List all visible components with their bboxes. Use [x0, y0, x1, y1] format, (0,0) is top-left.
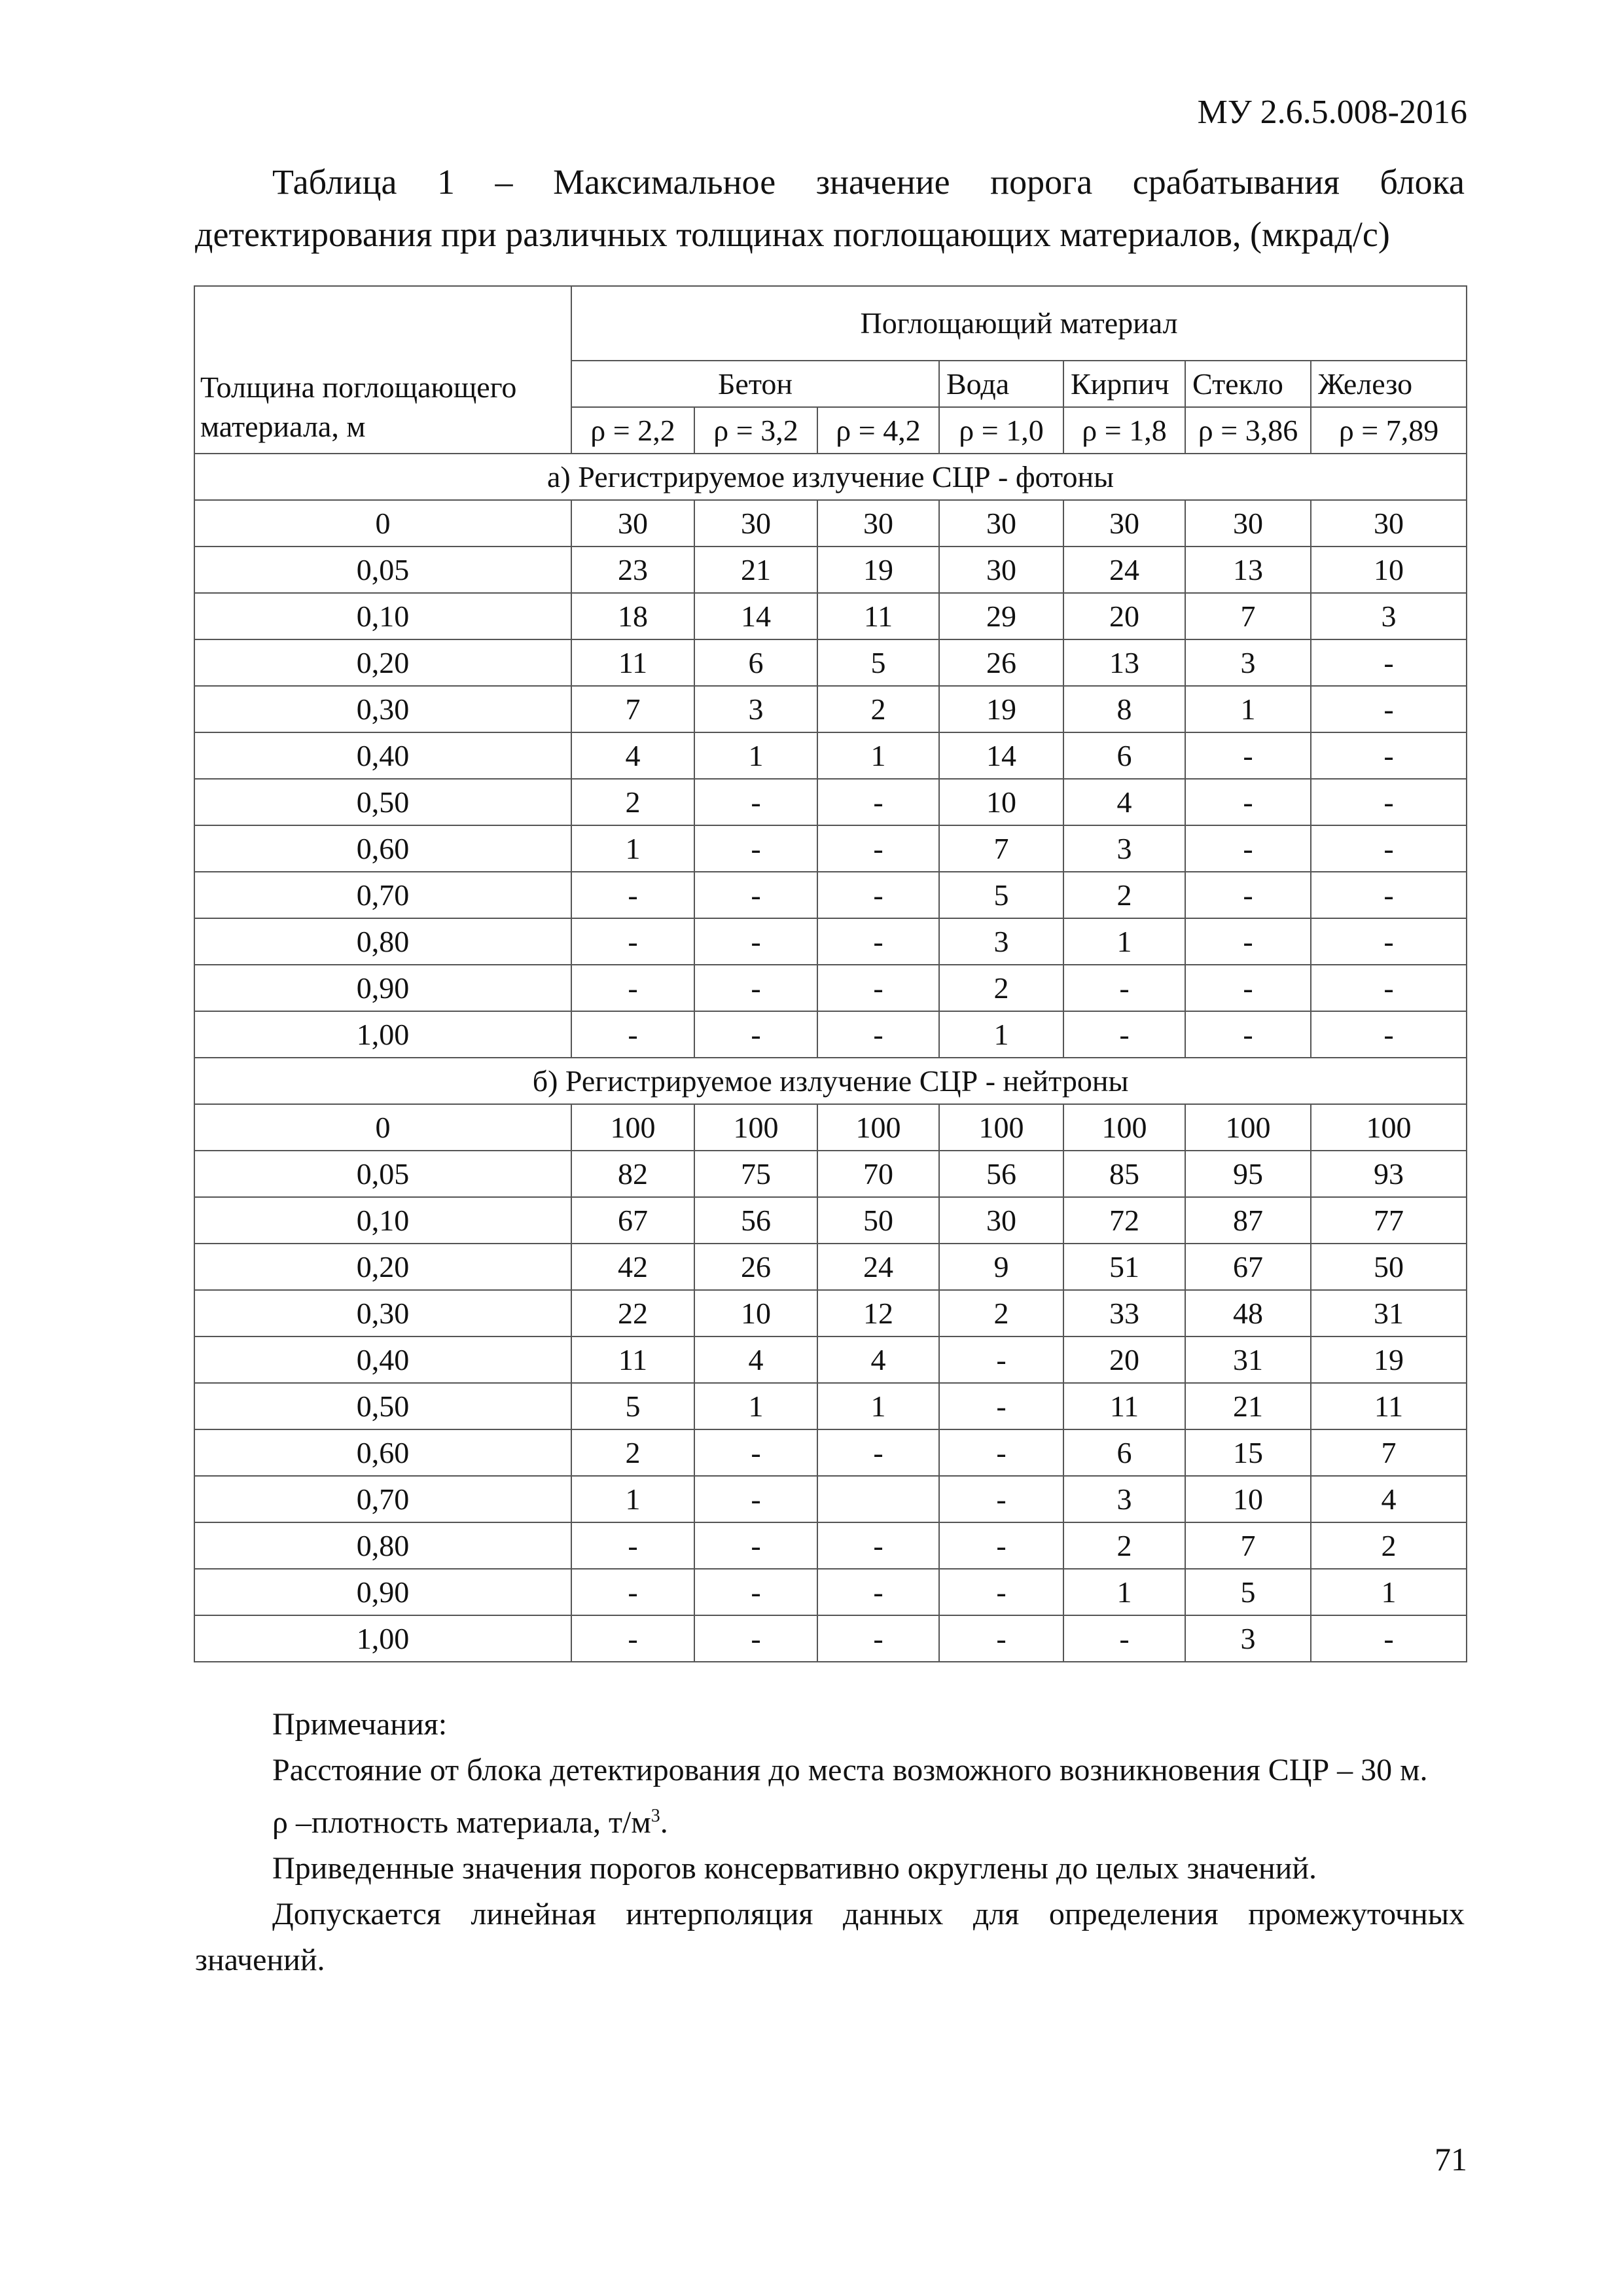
note-density-end: .	[660, 1805, 668, 1840]
value-cell: 6	[1063, 732, 1185, 779]
value-cell: -	[1311, 779, 1467, 825]
value-cell: 70	[817, 1151, 939, 1197]
value-cell: 11	[571, 1336, 694, 1383]
value-cell: 19	[1311, 1336, 1467, 1383]
thickness-cell: 0,20	[194, 639, 571, 686]
value-cell: 30	[1185, 500, 1311, 547]
value-cell: -	[694, 1011, 817, 1058]
thickness-cell: 0,60	[194, 1429, 571, 1476]
value-cell: 21	[1185, 1383, 1311, 1429]
table-row	[194, 779, 1467, 825]
density-cell: ρ = 4,2	[817, 407, 939, 454]
table-row	[194, 1197, 1467, 1244]
thickness-cell: 0	[194, 1104, 571, 1151]
value-cell: -	[694, 825, 817, 872]
value-cell: 85	[1063, 1151, 1185, 1197]
value-cell: 1	[1063, 918, 1185, 965]
value-cell: 3	[939, 918, 1063, 965]
value-cell: 1	[817, 732, 939, 779]
value-cell: 10	[939, 779, 1063, 825]
note-rounding: Приведенные значения порогов консервативно округлены до целых значений.	[272, 1851, 1317, 1886]
value-cell: 30	[939, 1197, 1063, 1244]
table-caption: Таблица 1 – Максимальное значение порога срабатывания блока детектирования при различных толщинах поглощающих материалов, (мкрад/с)	[195, 162, 1465, 254]
value-cell: -	[817, 918, 939, 965]
value-cell: 2	[571, 1429, 694, 1476]
value-cell: 100	[694, 1104, 817, 1151]
table-row	[194, 1476, 1467, 1522]
value-cell: 6	[694, 639, 817, 686]
material-water: Вода	[939, 361, 1063, 407]
value-cell: 1	[1063, 1569, 1185, 1615]
value-cell: 30	[571, 500, 694, 547]
value-cell: 2	[939, 965, 1063, 1011]
value-cell: 12	[817, 1290, 939, 1336]
value-cell: -	[939, 1383, 1063, 1429]
table-row	[194, 593, 1467, 639]
value-cell: 67	[1185, 1244, 1311, 1290]
value-cell: 1	[694, 1383, 817, 1429]
density-cell: ρ = 2,2	[571, 407, 694, 454]
value-cell: -	[1185, 732, 1311, 779]
value-cell: 11	[571, 639, 694, 686]
value-cell: 3	[1063, 825, 1185, 872]
table-row	[194, 1290, 1467, 1336]
value-cell: -	[817, 1522, 939, 1569]
value-cell: 21	[694, 547, 817, 593]
value-cell: -	[571, 1615, 694, 1662]
value-cell: 50	[817, 1197, 939, 1244]
value-cell: 7	[939, 825, 1063, 872]
value-cell: 1	[939, 1011, 1063, 1058]
thickness-cell: 0,30	[194, 686, 571, 732]
value-cell: -	[1185, 779, 1311, 825]
value-cell: 7	[1185, 593, 1311, 639]
value-cell: 1	[571, 825, 694, 872]
value-cell: 67	[571, 1197, 694, 1244]
thickness-cell: 0,05	[194, 547, 571, 593]
value-cell: -	[1185, 965, 1311, 1011]
note-distance: Расстояние от блока детектирования до места возможного возникновения СЦР – 30 м.	[272, 1753, 1428, 1787]
thickness-cell: 1,00	[194, 1011, 571, 1058]
table-row	[194, 547, 1467, 593]
value-cell: 30	[817, 500, 939, 547]
value-cell: -	[1311, 639, 1467, 686]
table-row	[194, 825, 1467, 872]
value-cell: 18	[571, 593, 694, 639]
value-cell: -	[1311, 732, 1467, 779]
thickness-cell: 0,70	[194, 1476, 571, 1522]
value-cell: 26	[939, 639, 1063, 686]
value-cell: 31	[1311, 1290, 1467, 1336]
value-cell: 3	[1185, 1615, 1311, 1662]
value-cell: 100	[1311, 1104, 1467, 1151]
value-cell: -	[939, 1429, 1063, 1476]
value-cell: -	[1185, 918, 1311, 965]
thickness-cell: 0,80	[194, 1522, 571, 1569]
value-cell: 7	[1185, 1522, 1311, 1569]
value-cell: 50	[1311, 1244, 1467, 1290]
thickness-cell: 0,60	[194, 825, 571, 872]
value-cell: 24	[817, 1244, 939, 1290]
density-cell: ρ = 1,8	[1063, 407, 1185, 454]
value-cell: 95	[1185, 1151, 1311, 1197]
value-cell: 11	[1311, 1383, 1467, 1429]
value-cell: 1	[1185, 686, 1311, 732]
value-cell: 5	[1185, 1569, 1311, 1615]
value-cell: -	[694, 1429, 817, 1476]
value-cell: 33	[1063, 1290, 1185, 1336]
value-cell: -	[694, 872, 817, 918]
thickness-cell: 0,30	[194, 1290, 571, 1336]
table-row	[194, 918, 1467, 965]
value-cell: -	[1063, 1615, 1185, 1662]
section-b-row	[194, 1058, 1467, 1104]
value-cell: 24	[1063, 547, 1185, 593]
table-row	[194, 1615, 1467, 1662]
thickness-cell: 0,10	[194, 593, 571, 639]
value-cell: 93	[1311, 1151, 1467, 1197]
value-cell: 10	[1311, 547, 1467, 593]
value-cell: -	[694, 1615, 817, 1662]
value-cell: -	[571, 918, 694, 965]
material-header: Поглощающий материал	[571, 286, 1467, 361]
value-cell: -	[939, 1336, 1063, 1383]
value-cell: -	[1063, 1011, 1185, 1058]
density-cell: ρ = 1,0	[939, 407, 1063, 454]
table-row	[194, 1336, 1467, 1383]
value-cell: -	[694, 779, 817, 825]
note-interpolation: Допускается линейная интерполяция данных для определения промежуточных значений.	[195, 1897, 1465, 1977]
value-cell: 1	[1311, 1569, 1467, 1615]
value-cell: 42	[571, 1244, 694, 1290]
value-cell: -	[817, 872, 939, 918]
notes-block	[195, 1702, 1465, 1983]
thickness-header: Толщина поглощающего материала, м	[194, 286, 571, 454]
value-cell: 13	[1185, 547, 1311, 593]
value-cell: 5	[571, 1383, 694, 1429]
value-cell: -	[1311, 686, 1467, 732]
value-cell: 3	[1063, 1476, 1185, 1522]
value-cell: 11	[817, 593, 939, 639]
value-cell: 4	[1063, 779, 1185, 825]
value-cell: 19	[817, 547, 939, 593]
thickness-cell: 0	[194, 500, 571, 547]
value-cell: -	[694, 1522, 817, 1569]
value-cell: 20	[1063, 1336, 1185, 1383]
density-cell: ρ = 3,2	[694, 407, 817, 454]
value-cell: -	[817, 1569, 939, 1615]
value-cell: -	[817, 1615, 939, 1662]
table-row	[194, 1522, 1467, 1569]
value-cell: 5	[939, 872, 1063, 918]
value-cell: 30	[939, 500, 1063, 547]
value-cell: 9	[939, 1244, 1063, 1290]
value-cell: -	[939, 1569, 1063, 1615]
value-cell: 2	[817, 686, 939, 732]
density-cell: ρ = 7,89	[1311, 407, 1467, 454]
material-iron: Железо	[1311, 361, 1467, 407]
value-cell: -	[694, 965, 817, 1011]
table-row	[194, 686, 1467, 732]
value-cell: 2	[571, 779, 694, 825]
value-cell: 100	[1185, 1104, 1311, 1151]
value-cell: 4	[1311, 1476, 1467, 1522]
page-number: 71	[1435, 2141, 1467, 2178]
table-row	[194, 965, 1467, 1011]
value-cell: 82	[571, 1151, 694, 1197]
value-cell: 51	[1063, 1244, 1185, 1290]
value-cell: -	[1185, 872, 1311, 918]
value-cell: 26	[694, 1244, 817, 1290]
table-row	[194, 1151, 1467, 1197]
value-cell: 10	[1185, 1476, 1311, 1522]
value-cell: 2	[939, 1290, 1063, 1336]
thickness-cell: 0,50	[194, 1383, 571, 1429]
value-cell: -	[817, 779, 939, 825]
value-cell: -	[571, 1522, 694, 1569]
value-cell: 1	[694, 732, 817, 779]
value-cell: -	[1063, 965, 1185, 1011]
value-cell: 19	[939, 686, 1063, 732]
material-glass: Стекло	[1185, 361, 1311, 407]
value-cell: 11	[1063, 1383, 1185, 1429]
value-cell: 100	[1063, 1104, 1185, 1151]
value-cell: -	[571, 965, 694, 1011]
value-cell: 15	[1185, 1429, 1311, 1476]
material-brick: Кирпич	[1063, 361, 1185, 407]
value-cell: 22	[571, 1290, 694, 1336]
value-cell: 4	[694, 1336, 817, 1383]
thickness-cell: 0,50	[194, 779, 571, 825]
value-cell: -	[939, 1476, 1063, 1522]
value-cell: 3	[1311, 593, 1467, 639]
section-a-title: а) Регистрируемое излучение СЦР - фотоны	[194, 454, 1467, 500]
thickness-cell: 0,40	[194, 732, 571, 779]
value-cell: 87	[1185, 1197, 1311, 1244]
table-row	[194, 639, 1467, 686]
value-cell: -	[939, 1522, 1063, 1569]
section-b-title: б) Регистрируемое излучение СЦР - нейтроны	[194, 1058, 1467, 1104]
density-cell: ρ = 3,86	[1185, 407, 1311, 454]
value-cell: -	[817, 1429, 939, 1476]
value-cell: 2	[1063, 872, 1185, 918]
value-cell: 7	[1311, 1429, 1467, 1476]
value-cell: 29	[939, 593, 1063, 639]
value-cell: 1	[571, 1476, 694, 1522]
table-row	[194, 872, 1467, 918]
value-cell: 6	[1063, 1429, 1185, 1476]
thickness-cell: 0,05	[194, 1151, 571, 1197]
thickness-cell: 0,90	[194, 1569, 571, 1615]
value-cell: 14	[694, 593, 817, 639]
value-cell: 13	[1063, 639, 1185, 686]
value-cell: -	[1311, 1011, 1467, 1058]
value-cell: 4	[817, 1336, 939, 1383]
value-cell: -	[571, 872, 694, 918]
value-cell: 7	[571, 686, 694, 732]
value-cell: -	[694, 1569, 817, 1615]
value-cell: -	[1185, 1011, 1311, 1058]
thickness-cell: 0,20	[194, 1244, 571, 1290]
value-cell: 14	[939, 732, 1063, 779]
header-row-1	[194, 286, 1467, 361]
value-cell: -	[694, 918, 817, 965]
value-cell: -	[1311, 872, 1467, 918]
value-cell: 2	[1063, 1522, 1185, 1569]
value-cell: 30	[939, 547, 1063, 593]
value-cell: -	[1185, 825, 1311, 872]
note-density-text: ρ –плотность материала, т/м	[272, 1805, 651, 1840]
section-a-row	[194, 454, 1467, 500]
value-cell: 1	[817, 1383, 939, 1429]
table-row	[194, 732, 1467, 779]
value-cell: -	[571, 1569, 694, 1615]
note-density	[195, 1793, 1465, 1846]
value-cell: -	[571, 1011, 694, 1058]
value-cell: 20	[1063, 593, 1185, 639]
thickness-cell: 0,80	[194, 918, 571, 965]
table-row	[194, 1011, 1467, 1058]
thickness-cell: 0,10	[194, 1197, 571, 1244]
value-cell: -	[694, 1476, 817, 1522]
table-row	[194, 1569, 1467, 1615]
value-cell: -	[1311, 825, 1467, 872]
thickness-cell: 0,90	[194, 965, 571, 1011]
value-cell: 5	[817, 639, 939, 686]
value-cell: 3	[694, 686, 817, 732]
table-row	[194, 1429, 1467, 1476]
value-cell: -	[817, 1011, 939, 1058]
value-cell: -	[817, 825, 939, 872]
thickness-cell: 0,70	[194, 872, 571, 918]
value-cell: -	[1311, 1615, 1467, 1662]
value-cell: -	[939, 1615, 1063, 1662]
value-cell: 75	[694, 1151, 817, 1197]
material-concrete: Бетон	[571, 361, 939, 407]
table-row	[194, 1383, 1467, 1429]
document-code: МУ 2.6.5.008-2016	[1197, 94, 1467, 131]
value-cell: 30	[694, 500, 817, 547]
table-row	[194, 1244, 1467, 1290]
value-cell: 56	[694, 1197, 817, 1244]
threshold-table	[194, 285, 1467, 1662]
value-cell: 48	[1185, 1290, 1311, 1336]
value-cell: 30	[1311, 500, 1467, 547]
value-cell: 77	[1311, 1197, 1467, 1244]
thickness-cell: 0,40	[194, 1336, 571, 1383]
value-cell: 100	[939, 1104, 1063, 1151]
table-row	[194, 500, 1467, 547]
value-cell: 100	[817, 1104, 939, 1151]
value-cell: 4	[571, 732, 694, 779]
thickness-cell: 1,00	[194, 1615, 571, 1662]
value-cell	[817, 1476, 939, 1522]
value-cell: 23	[571, 547, 694, 593]
value-cell: 2	[1311, 1522, 1467, 1569]
value-cell: 56	[939, 1151, 1063, 1197]
value-cell: 8	[1063, 686, 1185, 732]
value-cell: -	[1311, 918, 1467, 965]
notes-title: Примечания:	[272, 1707, 448, 1742]
table-row	[194, 1104, 1467, 1151]
value-cell: 100	[571, 1104, 694, 1151]
value-cell: -	[817, 965, 939, 1011]
value-cell: 3	[1185, 639, 1311, 686]
note-density-exponent: 3	[651, 1806, 660, 1826]
value-cell: -	[1311, 965, 1467, 1011]
value-cell: 30	[1063, 500, 1185, 547]
value-cell: 10	[694, 1290, 817, 1336]
value-cell: 72	[1063, 1197, 1185, 1244]
value-cell: 31	[1185, 1336, 1311, 1383]
